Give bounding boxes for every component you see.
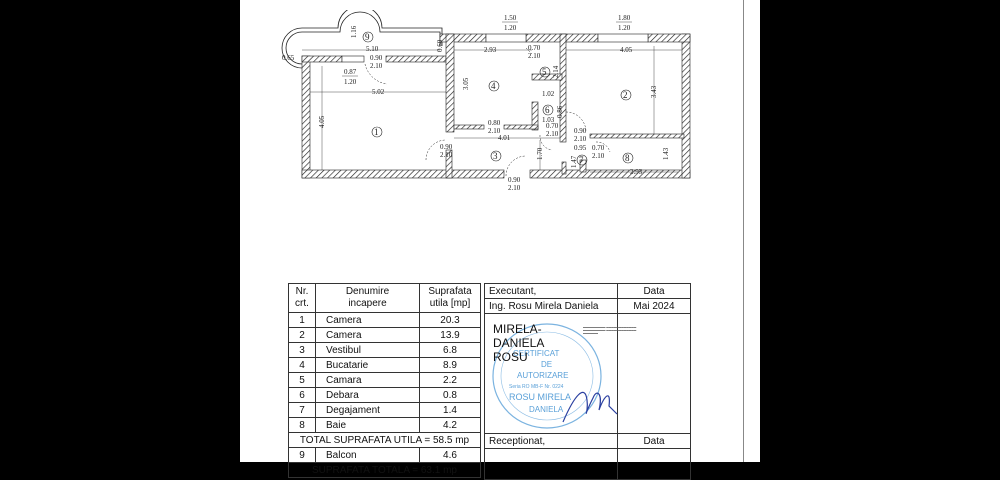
door-5-bottom: 2.10 (574, 135, 587, 143)
header-nr: Nr. crt. (289, 284, 316, 313)
row-name: Camera (316, 313, 420, 328)
row-area: 0.8 (420, 388, 481, 403)
dim-2-93-top: 2.93 (484, 46, 497, 54)
dim-3-05: 3.05 (462, 77, 470, 90)
room-2-number: 2 (623, 90, 628, 100)
row-name: Vestibul (316, 343, 420, 358)
header-name: Denumire incapere (316, 284, 420, 313)
balcony-row (289, 448, 481, 463)
room-3-number: 3 (493, 151, 498, 161)
row-name: Camara (316, 373, 420, 388)
row-nr: 4 (289, 358, 316, 373)
row-area: 4.2 (420, 418, 481, 433)
table-row (289, 388, 481, 403)
door-6-bottom: 2.10 (592, 152, 605, 160)
dim-3-43: 3.43 (650, 85, 658, 98)
door-1-bottom: 2.10 (370, 62, 383, 70)
row-area: 2.2 (420, 373, 481, 388)
row-nr: 5 (289, 373, 316, 388)
window-2-top: 1.80 (618, 14, 631, 22)
room-5-number: 5 (542, 67, 547, 77)
row-name: Debara (316, 388, 420, 403)
dim-0-65: 0.65 (282, 54, 295, 62)
room-9-number: 9 (365, 32, 370, 42)
table-row (289, 313, 481, 328)
rooms-table (288, 283, 481, 478)
table-row (289, 328, 481, 343)
row-name: Baie (316, 418, 420, 433)
row-nr: 8 (289, 418, 316, 433)
dim-0-95: 0.95 (574, 144, 587, 152)
date-label-2: Data (618, 434, 691, 449)
table-row (289, 343, 481, 358)
dim-5-02: 5.02 (372, 88, 385, 96)
date-label: Data (618, 284, 691, 299)
door-8-top: 0.90 (508, 176, 521, 184)
room-4-number: 4 (491, 81, 496, 91)
executant-label: Executant, (485, 284, 618, 299)
table-row (289, 358, 481, 373)
row-nr: 1 (289, 313, 316, 328)
row-area: 8.9 (420, 358, 481, 373)
stamp-line-3: AUTORIZARE (517, 371, 569, 380)
stamp-cell (485, 314, 637, 434)
door-4-top: 0.70 (546, 122, 559, 130)
table-row (289, 403, 481, 418)
balcony-nr: 9 (289, 448, 316, 463)
receptionat-label: Receptionat, (485, 434, 618, 449)
door-7-bottom: 2.10 (440, 151, 453, 159)
window-3-top: 0.87 (344, 68, 357, 76)
dim-4-05-right: 4.05 (620, 46, 633, 54)
door-7-top: 0.90 (440, 143, 453, 151)
row-area: 20.3 (420, 313, 481, 328)
row-area: 1.4 (420, 403, 481, 418)
room-1-number: 1 (374, 127, 379, 137)
row-area: 6.8 (420, 343, 481, 358)
rooms-table-header (289, 284, 481, 313)
dim-5-10: 5.10 (366, 45, 379, 53)
floor-plan (280, 10, 700, 190)
dim-1-16: 1.16 (350, 25, 358, 38)
door-3-top: 0.80 (488, 119, 501, 127)
dim-1-02: 1.02 (542, 90, 555, 98)
window-2-bottom: 1.20 (618, 24, 631, 32)
window-1-bottom: 1.20 (504, 24, 517, 32)
page-border-line (743, 0, 744, 462)
door-8-bottom: 2.10 (508, 184, 521, 190)
row-nr: 6 (289, 388, 316, 403)
balcony-area: 4.6 (420, 448, 481, 463)
row-nr: 7 (289, 403, 316, 418)
room-8-number: 8 (625, 153, 630, 163)
engineer-name: Ing. Rosu Mirela Daniela (485, 299, 618, 314)
total-util-row (289, 433, 481, 448)
row-nr: 2 (289, 328, 316, 343)
door-6-top: 0.70 (592, 144, 605, 152)
table-row (289, 418, 481, 433)
room-7-number: 7 (579, 155, 584, 165)
stamp-line-4: Seria RO MB-F Nr. 0224 (509, 384, 564, 390)
date-value: Mai 2024 (618, 299, 691, 314)
dim-1-70: 1.70 (536, 147, 544, 160)
dim-0-86: 0.86 (556, 105, 564, 118)
room-6-number: 6 (545, 105, 550, 115)
stamp-line-2: DE (541, 360, 553, 369)
dim-0-60: 0.60 (436, 39, 444, 52)
signature-table (484, 283, 691, 480)
row-name: Bucatarie (316, 358, 420, 373)
row-area: 13.9 (420, 328, 481, 343)
dim-2-93-bottom: 2.93 (630, 168, 643, 176)
dim-1-47: 1.47 (570, 155, 578, 168)
receptionat-date-cell (618, 449, 691, 480)
dim-1-03: 1.03 (542, 116, 555, 124)
header-area: Suprafata utila [mp] (420, 284, 481, 313)
table-row (289, 373, 481, 388)
door-4-bottom: 2.10 (546, 130, 559, 138)
door-5-top: 0.90 (574, 127, 587, 135)
stamp-line-1: CERTIFICAT (513, 349, 560, 358)
stamp-line-5: ROSU MIRELA (509, 392, 572, 402)
signer-name: MIRELA-DANIELA ROSU (493, 322, 545, 364)
total-util: TOTAL SUPRAFATA UTILA = 58.5 mp (289, 433, 481, 448)
door-2-top: 0.70 (528, 44, 541, 52)
window-1-top: 1.50 (504, 14, 517, 22)
receptionat-cell (485, 449, 618, 480)
door-3-bottom: 2.10 (488, 127, 501, 135)
dim-1-43: 1.43 (662, 147, 670, 160)
dim-4-05-left: 4.05 (318, 115, 326, 128)
stamp-line-6: DANIELA (529, 405, 564, 414)
dimension-labels (282, 25, 670, 176)
room-number-labels (365, 32, 630, 165)
total-row (289, 463, 481, 478)
door-2-bottom: 2.10 (528, 52, 541, 60)
dim-4-01: 4.01 (498, 134, 511, 142)
row-name: Degajament (316, 403, 420, 418)
window-3-bottom: 1.20 (344, 78, 357, 86)
door-1-top: 0.90 (370, 54, 383, 62)
document-page (240, 0, 760, 476)
row-nr: 3 (289, 343, 316, 358)
total-area: SUPRAFATA TOTALA = 63.1 mp (289, 463, 481, 478)
digital-signature-details: ▬▬▬▬▬▬▬▬▬ ▬▬▬▬▬▬▬▬▬▬▬▬ ▬▬▬▬▬▬▬▬▬ ▬▬▬▬▬▬▬▬▬▬▬▬ ▬▬▬▬▬▬ (583, 326, 637, 335)
row-name: Camera (316, 328, 420, 343)
balcony-name: Balcon (316, 448, 420, 463)
dim-2-14: 2.14 (552, 65, 560, 78)
